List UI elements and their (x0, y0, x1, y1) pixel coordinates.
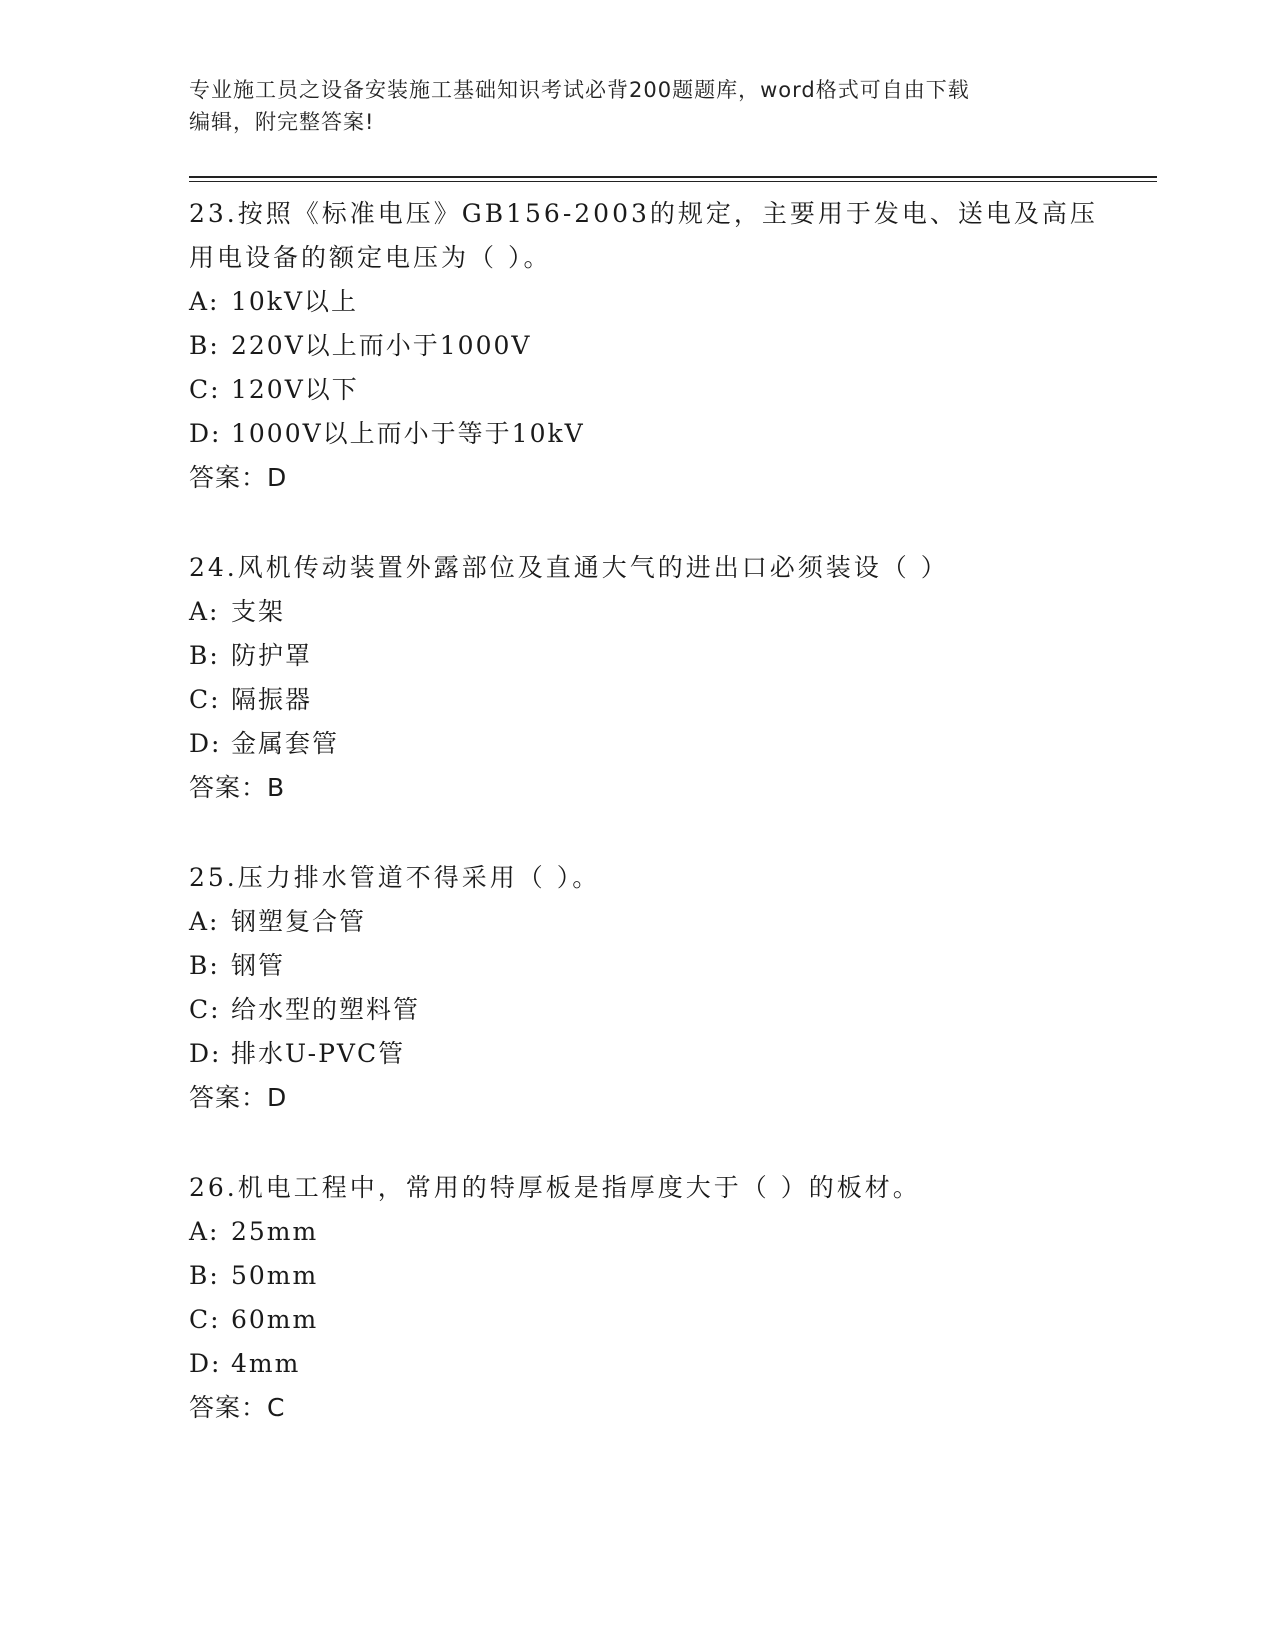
question-list (189, 192, 1139, 1476)
option-d (189, 722, 1139, 766)
header-line-1: 专业施工员之设备安装施工基础知识考试必背200题题库，word格式可自由下载 (189, 78, 970, 102)
option-key: A: (189, 907, 220, 936)
question-title-continued: 用电设备的额定电压为（ ）。 (189, 243, 552, 272)
option-key: B: (189, 331, 220, 360)
option-key: A: (189, 287, 220, 316)
answer-line: 答案：D (189, 1083, 288, 1112)
option-key: C: (189, 1305, 221, 1334)
option-text: 给水型的塑料管 (231, 995, 421, 1024)
option-text: 支架 (231, 597, 286, 626)
option-text: 金属套管 (231, 729, 340, 758)
option-text: 钢塑复合管 (231, 907, 367, 936)
option-text: 隔振器 (231, 685, 313, 714)
option-text: 120V以下 (231, 375, 359, 404)
option-c (189, 988, 1139, 1032)
answer-line: 答案：C (189, 1393, 286, 1422)
question-25 (189, 856, 1139, 1120)
option-key: A: (189, 1217, 220, 1246)
option-key: B: (189, 1261, 220, 1290)
option-a (189, 1210, 1139, 1254)
option-text: 50mm (231, 1261, 319, 1290)
option-d (189, 1032, 1139, 1076)
question-24 (189, 546, 1139, 810)
option-text: 排水U-PVC管 (231, 1039, 406, 1068)
option-key: B: (189, 641, 220, 670)
option-key: C: (189, 995, 221, 1024)
option-c (189, 368, 1139, 412)
option-text: 25mm (231, 1217, 319, 1246)
option-a (189, 900, 1139, 944)
option-text: 钢管 (231, 951, 286, 980)
header-line-2: 编辑，附完整答案! (189, 110, 375, 134)
question-title: 23.按照《标准电压》GB156-2003的规定，主要用于发电、送电及高压 (189, 199, 1098, 228)
option-d (189, 412, 1139, 456)
option-text: 60mm (231, 1305, 319, 1334)
answer-line: 答案：B (189, 773, 286, 802)
option-key: D: (189, 1349, 222, 1378)
option-b (189, 944, 1139, 988)
option-key: B: (189, 951, 220, 980)
header-divider-thin (189, 181, 1157, 182)
option-key: A: (189, 597, 220, 626)
question-title: 26.机电工程中，常用的特厚板是指厚度大于（ ）的板材。 (189, 1173, 921, 1202)
option-text: 10kV以上 (231, 287, 359, 316)
option-key: D: (189, 729, 222, 758)
option-key: C: (189, 685, 221, 714)
option-b (189, 324, 1139, 368)
option-text: 1000V以上而小于等于10kV (231, 419, 585, 448)
question-23 (189, 192, 1139, 500)
header-divider-thick (189, 176, 1157, 178)
option-b (189, 634, 1139, 678)
option-c (189, 1298, 1139, 1342)
question-title: 24.风机传动装置外露部位及直通大气的进出口必须装设（ ） (189, 553, 949, 582)
option-key: D: (189, 419, 222, 448)
option-text: 防护罩 (231, 641, 313, 670)
question-title: 25.压力排水管道不得采用（ ）。 (189, 863, 601, 892)
answer-line: 答案：D (189, 463, 288, 492)
option-a (189, 280, 1139, 324)
option-text: 4mm (231, 1349, 301, 1378)
option-a (189, 590, 1139, 634)
option-c (189, 678, 1139, 722)
document-header (189, 74, 1089, 138)
option-key: C: (189, 375, 221, 404)
option-d (189, 1342, 1139, 1386)
option-b (189, 1254, 1139, 1298)
option-text: 220V以上而小于1000V (231, 331, 532, 360)
question-26 (189, 1166, 1139, 1430)
option-key: D: (189, 1039, 222, 1068)
